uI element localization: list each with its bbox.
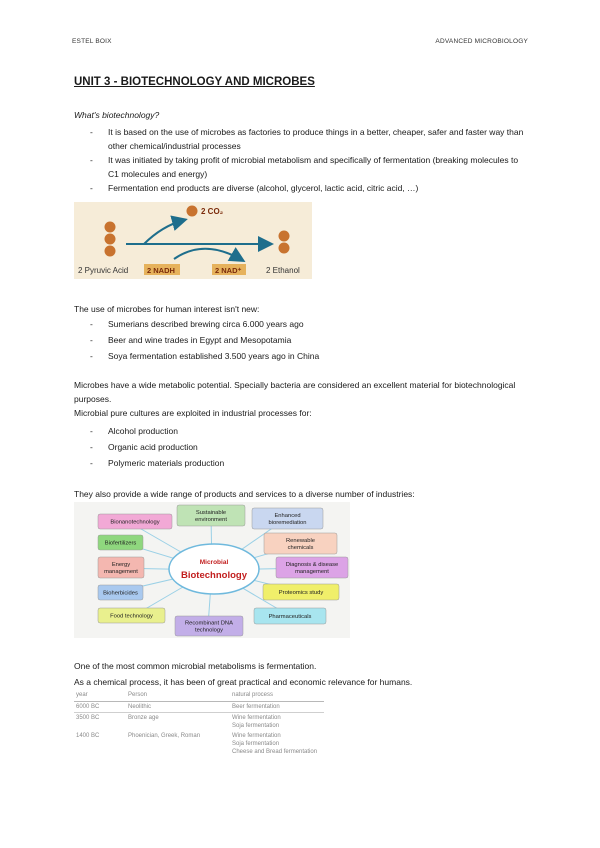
- pyruvic-acid-label: 2 Pyruvic Acid: [78, 266, 129, 275]
- person-cell: Neolithic: [126, 702, 230, 713]
- header-course: ADVANCED MICROBIOLOGY: [435, 38, 528, 45]
- biotechnology-mind-map: [74, 502, 350, 638]
- intro-item: - Fermentation end products are diverse (alcohol, glycerol, lactic acid, citric acid, …): [90, 181, 530, 197]
- section-question: What's biotechnology?: [74, 110, 160, 120]
- mind-map-node-renewable: [264, 533, 337, 554]
- center-label-bottom: Biotechnology: [181, 570, 247, 581]
- process-item: - Alcohol production: [90, 424, 530, 440]
- node-label: Enhanced: [274, 513, 301, 520]
- node-label: Energy: [111, 562, 131, 569]
- node-label: Proteomics study: [278, 590, 324, 597]
- process-line: Beer fermentation: [232, 704, 280, 710]
- pyruvic-acid-molecule-icon: [105, 222, 116, 257]
- process-list: [90, 424, 530, 472]
- mind-map-node-food: [98, 608, 165, 623]
- mind-map-node-recombinant: [175, 616, 243, 636]
- intro-item: - It was initiated by taking profit of microbial metabolism and specifically of fermentation (breaking molecules to C1 molecules and energy): [90, 153, 530, 181]
- node-label: Bioherbicides: [103, 590, 138, 597]
- table-row: [74, 731, 324, 757]
- node-label: Recombinant DNA: [184, 620, 234, 627]
- mind-map-node-bionano: [98, 514, 172, 529]
- co2-molecule-icon: [187, 206, 198, 217]
- node-label: Renewable: [285, 538, 316, 545]
- process-line: Soja fermentation: [232, 723, 280, 729]
- mind-map-node-proteomics: [263, 584, 339, 600]
- year-cell: 6000 BC: [74, 702, 126, 713]
- process-line: Soja fermentation: [232, 741, 280, 747]
- mind-map-node-enhanced: [252, 508, 323, 529]
- process-cell: [230, 731, 324, 757]
- process-cell: [230, 713, 324, 732]
- node-label: Biofertilizers: [104, 540, 137, 547]
- person-cell: Bronze age: [128, 715, 159, 721]
- table-row: [74, 713, 324, 732]
- header-author: ESTEL BOIX: [72, 38, 112, 45]
- nadh-oxidation-arrow: [174, 249, 242, 260]
- center-label-top: Microbial: [199, 559, 229, 566]
- process-item: - Polymeric materials production: [90, 456, 530, 472]
- intro-list: [90, 125, 530, 197]
- node-label: Diagnosis & disease: [285, 562, 339, 569]
- history-item: - Soya fermentation established 3.500 years ago in China: [90, 349, 530, 365]
- history-item: - Beer and wine trades in Egypt and Mesopotamia: [90, 333, 530, 349]
- process-line: Cheese and Bread fermentation: [232, 749, 318, 755]
- node-label: bioremediation: [268, 520, 307, 527]
- person-cell: Phoenician, Greek, Roman: [128, 733, 201, 739]
- process-line: Wine fermentation: [232, 715, 281, 721]
- node-label: chemicals: [287, 545, 314, 552]
- mind-map-node-biofert: [98, 535, 143, 550]
- table-header-row: [74, 690, 324, 702]
- industries-heading: They also provide a wide range of products and services to a diverse number of industries:: [74, 489, 415, 499]
- year-cell: 3500 BC: [76, 715, 100, 721]
- history-list: [90, 317, 530, 365]
- process-cell: [230, 702, 324, 713]
- mind-map-node-bioherb: [98, 585, 143, 600]
- node-label: Food technology: [110, 613, 153, 620]
- fermentation-line-2: As a chemical process, it has been of great practical and economic relevance for humans.: [74, 677, 413, 687]
- node-label: Bionanotechnology: [110, 519, 160, 526]
- fermentation-line-1: One of the most common microbial metabolisms is fermentation.: [74, 661, 317, 671]
- col-year-header: year: [74, 690, 126, 702]
- year-cell: 1400 BC: [76, 733, 100, 739]
- mind-map-node-pharma: [254, 608, 326, 624]
- mind-map-node-diagnosis: [276, 557, 348, 578]
- node-label: management: [104, 569, 138, 576]
- col-person-header: Person: [126, 690, 230, 702]
- process-item: - Organic acid production: [90, 440, 530, 456]
- process-line: Wine fermentation: [232, 733, 281, 739]
- biotechnology-figure: [74, 502, 350, 638]
- potential-paragraph: Microbes have a wide metabolic potential. Specially bacteria are considered an excellent material for biotechnological purposes.: [74, 380, 516, 404]
- col-process-header: natural process: [230, 690, 324, 702]
- intro-item: - It is based on the use of microbes as factories to produce things in a better, cheaper, safer and faster way than other chemical/industrial processes: [90, 125, 530, 153]
- history-heading: The use of microbes for human interest isn't new:: [74, 304, 260, 314]
- ethanol-label: 2 Ethanol: [266, 266, 300, 275]
- node-label: environment: [195, 517, 227, 524]
- nadh-label: 2 NADH: [147, 266, 175, 275]
- history-item: - Sumerians described brewing circa 6.000 years ago: [90, 317, 530, 333]
- co2-release-arrow: [144, 220, 184, 244]
- node-label: Pharmaceuticals: [268, 614, 312, 621]
- center-ellipse: [169, 544, 259, 594]
- co2-label: 2 CO₂: [201, 207, 224, 216]
- fermentation-figure: [74, 202, 312, 279]
- ethanol-molecule-icon: [279, 231, 290, 254]
- node-label: management: [295, 569, 329, 576]
- node-label: Sustainable: [195, 510, 227, 517]
- mind-map-node-energy: [98, 557, 144, 578]
- page-title: UNIT 3 - BIOTECHNOLOGY AND MICROBES: [74, 76, 315, 88]
- node-label: technology: [194, 627, 224, 634]
- table-row: [74, 702, 324, 713]
- exploited-paragraph: Microbial pure cultures are exploited in industrial processes for:: [74, 408, 312, 418]
- fermentation-history-table: [74, 690, 324, 757]
- nad-label: 2 NAD⁺: [215, 266, 242, 275]
- fermentation-diagram: [74, 202, 312, 279]
- mind-map-node-sustainable: [177, 505, 245, 526]
